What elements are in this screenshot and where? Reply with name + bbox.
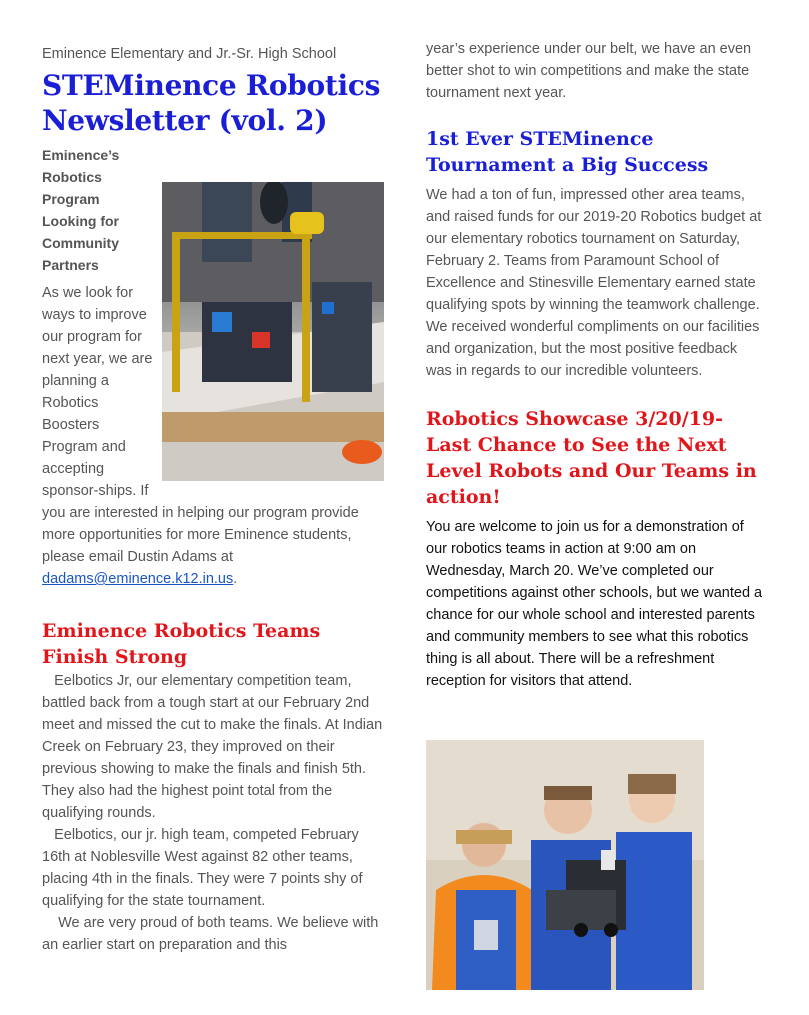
teams-paragraph-2: Eelbotics, our jr. high team, competed February 16th at Noblesville West against 82 other teams, placing 4th in the finals. They were 7 points shy of qualifying for the state tournament. (42, 827, 367, 909)
tournament-section (426, 126, 766, 382)
showcase-body: You are welcome to join us for a demonstration of our robotics teams in action at 9:00 am on Wednesday, March 20. We’ve completed our competitions against other schools, but we wanted a chance for our whole school and interested parents and community members to see what this robotics thing is all about. There will be a refreshment reception for visitors that attend. (426, 519, 763, 689)
teams-paragraph-1: Eelbotics Jr, our elementary competition team, battled back from a tough start at our February 2nd meet and missed the cut to make the finals. At Indian Creek on February 23, they improved on their previous showing to make the finals and finish 5th. They also had the highest point total from the qualifying rounds. (42, 673, 387, 821)
showcase-section (426, 406, 766, 692)
school-name: Eminence Elementary and Jr.-Sr. High School (42, 46, 337, 62)
left-column (42, 44, 387, 956)
team-photo-image (426, 740, 704, 990)
tournament-heading: 1st Ever STEMinence Tournament a Big Success (426, 128, 709, 176)
newsletter-title: STEMinence Robotics Newsletter (vol. 2) (42, 69, 381, 137)
teams-section (42, 618, 387, 956)
partners-body-end: . (233, 571, 238, 587)
right-column (426, 38, 766, 692)
tournament-body: We had a ton of fun, impressed other area teams, and raised funds for our 2019-20 Robotics budget at our elementary robotics tournament on Saturday, February 2. Teams from Paramount School of Excellence and Stinesville Elementary earned state qualifying spots by winning the teamwork challenge. We received wonderful compliments on our facilities and organization, but the most positive feedback was in regards to our incredible volunteers. (426, 187, 762, 379)
team-photo (426, 740, 704, 990)
partners-subhead: Eminence’s Robotics Program Looking for Community Partners (42, 147, 120, 273)
partners-section (42, 144, 384, 590)
showcase-heading: Robotics Showcase 3/20/19-Last Chance to See the Next Level Robots and Our Teams in action! (426, 408, 757, 508)
robot-photo-image (162, 182, 384, 481)
partners-body-text: As we look for ways to improve our program for next year, we are planning a Robotics Boosters Program and accepting sponsor-ships. If you are interested in helping our program provide more opportunities for more Eminence students, please email Dustin Adams at (42, 285, 359, 565)
teams-paragraph-3: We are very proud of both teams. We believe with an earlier start on preparation and this (42, 915, 383, 953)
teams-heading: Eminence Robotics Teams Finish Strong (42, 620, 321, 668)
continued-text: year’s experience under our belt, we have an even better shot to win competitions and make the state tournament next year. (426, 41, 752, 101)
robot-photo (162, 182, 384, 481)
email-link[interactable]: dadams@eminence.k12.in.us (42, 571, 234, 587)
